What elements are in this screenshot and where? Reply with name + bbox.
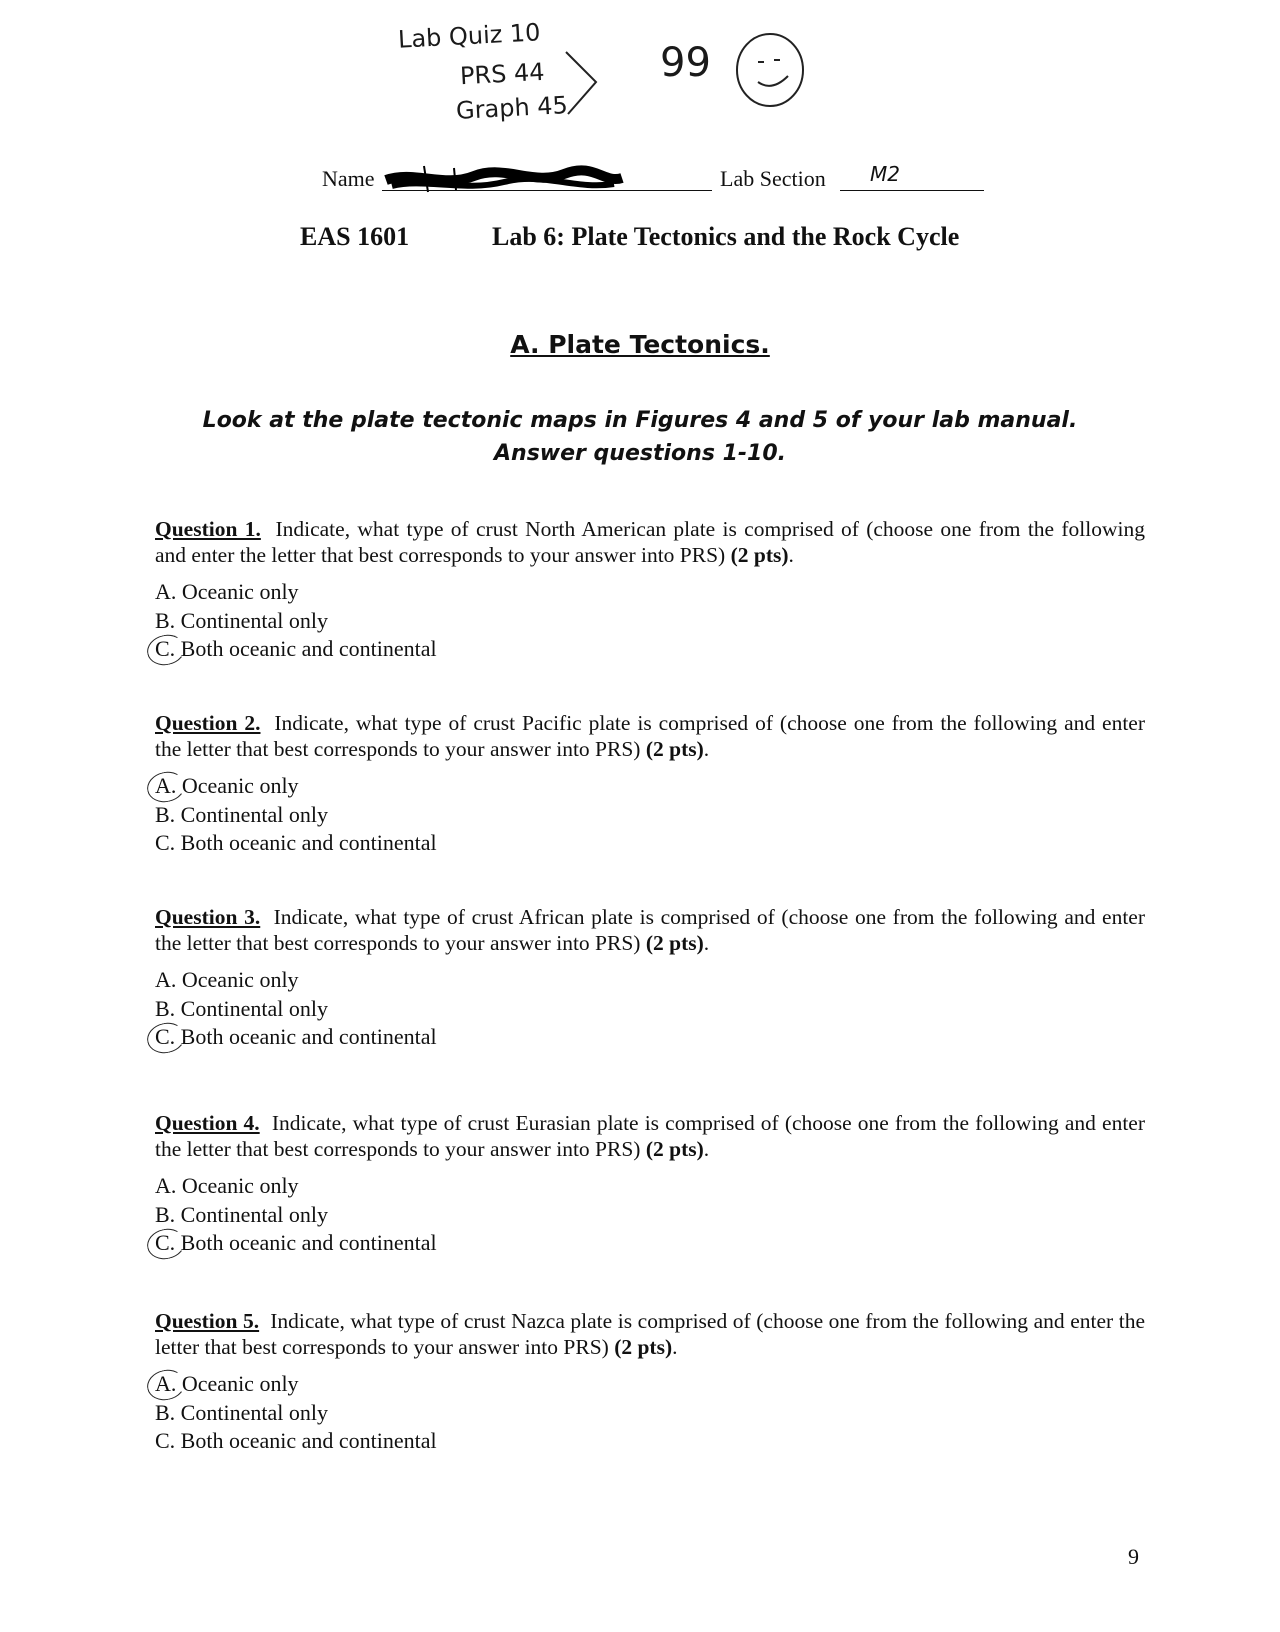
question-points: (2 pts) <box>645 931 704 955</box>
answer-options <box>155 578 1145 664</box>
answer-option-text: C. Both oceanic and continental <box>155 1428 437 1453</box>
answer-option <box>155 1023 1145 1052</box>
page-number: 9 <box>1128 1544 1139 1569</box>
answer-option-text: C. Both oceanic and continental <box>155 1230 437 1255</box>
answer-option-text: B. Continental only <box>155 1399 328 1425</box>
section-heading: A. Plate Tectonics. <box>510 330 770 359</box>
question-points: (2 pts) <box>730 543 789 567</box>
instructions-line-2: Answer questions 1-10. <box>494 441 786 466</box>
answer-option <box>155 966 1145 995</box>
question-points: (2 pts) <box>645 1137 704 1161</box>
name-underline <box>382 190 712 191</box>
answer-options <box>155 1370 1145 1456</box>
instructions-line-1: Look at the plate tectonic maps in Figures 4 and 5 of your lab manual. <box>202 408 1078 433</box>
question-4 <box>155 1110 1145 1258</box>
handwritten-brace <box>560 48 610 118</box>
answer-option <box>155 1370 1145 1399</box>
course-code: EAS 1601 <box>300 222 410 251</box>
question-text: Question 4. Indicate, what type of crust Eurasian plate is comprised of (choose one from the following and enter the letter that best corresponds to your answer into PRS) (2 pts). <box>155 1111 1146 1161</box>
answer-option-text: A. Oceanic only <box>155 579 299 604</box>
answer-option-text: B. Continental only <box>155 1201 328 1227</box>
answer-option <box>155 801 1145 830</box>
answer-option <box>155 772 1145 801</box>
question-2 <box>155 710 1145 858</box>
question-label: Question 4. <box>155 1111 260 1135</box>
answer-option-text: A. Oceanic only <box>155 967 299 992</box>
name-section-row <box>322 162 982 196</box>
answer-options <box>155 1172 1145 1258</box>
question-text: Question 3. Indicate, what type of crust African plate is comprised of (choose one from the following and enter the letter that best corresponds to your answer into PRS) (2 pts). <box>155 905 1146 955</box>
answer-option-text: C. Both oceanic and continental <box>155 830 437 855</box>
answer-options <box>155 772 1145 858</box>
question-body: Indicate, what type of crust Pacific plate is comprised of (choose one from the following and enter the letter that best corresponds to your answer into PRS) <box>155 711 1145 761</box>
answer-option-text: B. Continental only <box>155 995 328 1021</box>
answer-option <box>155 1427 1145 1456</box>
question-label: Question 3. <box>155 905 261 929</box>
answer-option-text: A. Oceanic only <box>155 773 299 798</box>
lab-section-value: M2 <box>870 162 900 186</box>
lab-section-underline <box>840 190 984 191</box>
answer-option <box>155 995 1145 1024</box>
smiley-face-icon <box>730 30 810 110</box>
question-5 <box>155 1308 1145 1456</box>
answer-option <box>155 1399 1145 1428</box>
handwritten-quiz-note: Lab Quiz 10 <box>397 18 542 54</box>
question-label: Question 1. <box>155 517 261 541</box>
question-points: (2 pts) <box>645 737 704 761</box>
question-text: Question 2. Indicate, what type of crust Pacific plate is comprised of (choose one from the following and enter the letter that best corresponds to your answer into PRS) (2 pts). <box>155 711 1145 761</box>
question-body: Indicate, what type of crust African plate is comprised of (choose one from the following and enter the letter that best corresponds to your answer into PRS) <box>155 905 1146 955</box>
question-1 <box>155 516 1145 664</box>
question-body: Indicate, what type of crust North American plate is comprised of (choose one from the following and enter the letter that best corresponds to your answer into PRS) <box>155 517 1145 567</box>
answer-option-text: A. Oceanic only <box>155 1173 299 1198</box>
answer-option-text: C. Both oceanic and continental <box>155 636 437 661</box>
answer-option <box>155 635 1145 664</box>
handwritten-score: 99 <box>660 40 711 86</box>
question-body: Indicate, what type of crust Eurasian plate is comprised of (choose one from the following and enter the letter that best corresponds to your answer into PRS) <box>155 1111 1146 1161</box>
question-points: (2 pts) <box>614 1335 673 1359</box>
question-body: Indicate, what type of crust Nazca plate is comprised of (choose one from the following and enter the letter that best corresponds to your answer into PRS) <box>155 1309 1146 1359</box>
answer-option-text: C. Both oceanic and continental <box>155 1024 437 1049</box>
handwritten-graph-note: Graph 45 <box>455 91 569 125</box>
question-text: Question 5. Indicate, what type of crust Nazca plate is comprised of (choose one from the following and enter the letter that best corresponds to your answer into PRS) (2 pts). <box>155 1309 1146 1359</box>
handwritten-prs-note: PRS 44 <box>459 57 546 91</box>
answer-option <box>155 1172 1145 1201</box>
answer-option <box>155 607 1145 636</box>
question-label: Question 5. <box>155 1309 260 1333</box>
answer-options <box>155 966 1145 1052</box>
answer-option-text: A. Oceanic only <box>155 1371 299 1396</box>
question-text: Question 1. Indicate, what type of crust North American plate is comprised of (choose one from the following and enter the letter that best corresponds to your answer into PRS) (2 pts). <box>155 517 1145 567</box>
question-3 <box>155 904 1145 1052</box>
answer-option-text: B. Continental only <box>155 801 328 827</box>
lab-section-label: Lab Section <box>720 166 826 191</box>
question-label: Question 2. <box>155 711 261 735</box>
answer-option <box>155 1229 1145 1258</box>
answer-option <box>155 1201 1145 1230</box>
answer-option-text: B. Continental only <box>155 607 328 633</box>
answer-option <box>155 578 1145 607</box>
name-label: Name <box>322 166 375 191</box>
answer-option <box>155 829 1145 858</box>
lab-title: Lab 6: Plate Tectonics and the Rock Cycle <box>492 222 960 251</box>
